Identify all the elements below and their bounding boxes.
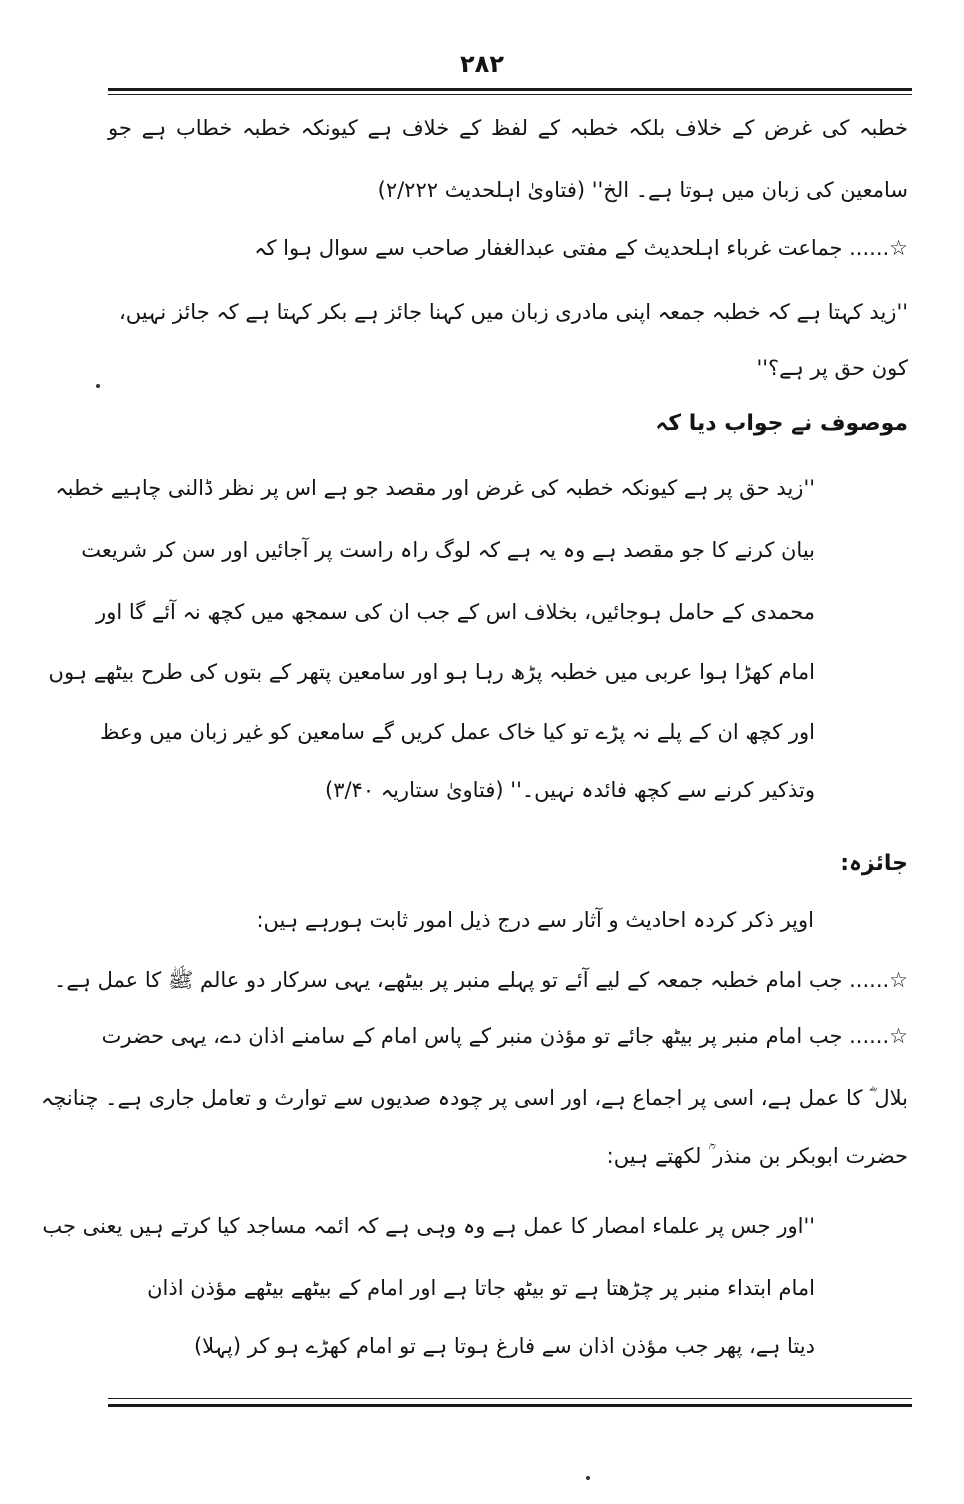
- footer-rule-thick: [108, 1404, 912, 1407]
- quote-line-11: اور کچھ ان کے پلے نہ پڑے تو کیا خاک عمل کریں گے سامعین کو غیر زبان میں وعظ: [100, 720, 815, 744]
- scan-speck: [586, 1476, 590, 1480]
- quote-line-5: کون حق پر ہے؟'': [756, 356, 908, 380]
- quote-line-12: وتذکیر کرنے سے کچھ فائدہ نہیں۔'' (فتاویٰ ستاریہ ۳/۴۰): [324, 778, 815, 802]
- quote-line-20: امام ابتداء منبر پر چڑھتا ہے تو بیٹھ جاتا ہے اور امام کے بیٹھے بیٹھے مؤذن اذان: [147, 1276, 815, 1300]
- text-line-14: اوپر ذکر کردہ احادیث و آثار سے درج ذیل امور ثابت ہورہے ہیں:: [256, 908, 814, 932]
- quote-line-9: محمدی کے حامل ہوجائیں، بخلاف اس کے جب ان کی سمجھ میں کچھ نہ آئے گا اور: [96, 600, 815, 624]
- text-line-3: ☆...... جماعت غرباء اہلحدیث کے مفتی عبدالغفار صاحب سے سوال ہوا کہ: [254, 236, 908, 260]
- section-heading-jaiza: جائزہ:: [840, 851, 908, 876]
- text-line-18: حضرت ابوبکر بن منذر ؒ لکھتے ہیں:: [606, 1144, 908, 1168]
- quote-line-19: ''اور جس پر علماء امصار کا عمل ہے وہ وہی ہے کہ ائمہ مساجد کیا کرتے ہیں یعنی جب: [42, 1214, 815, 1238]
- quote-line-10: امام کھڑا ہوا عربی میں خطبہ پڑھ رہا ہو اور سامعین پتھر کے بتوں کی طرح بیٹھے ہوں: [48, 660, 815, 684]
- text-line-17: بلال ؓ کا عمل ہے، اسی پر اجماع ہے، اور اسی پر چودہ صدیوں سے توارث و تعامل جاری ہے۔ چنانچہ: [41, 1086, 908, 1110]
- text-line-1: خطبہ کی غرض کے خلاف بلکہ خطبہ کے لفظ کے خلاف ہے کیونکہ خطبہ خطاب ہے جو: [108, 116, 908, 140]
- quote-line-4: ''زید کہتا ہے کہ خطبہ جمعہ اپنی مادری زبان میں کہنا جائز ہے بکر کہتا ہے کہ جائز نہیں،: [118, 300, 908, 324]
- quote-line-7: ''زید حق پر ہے کیونکہ خطبہ کی غرض اور مقصد جو ہے اس پر نظر ڈالنی چاہیے خطبہ: [55, 476, 815, 500]
- bullet-line-15: ☆...... جب امام خطبہ جمعہ کے لیے آئے تو پہلے منبر پر بیٹھے، یہی سرکار دو عالم ﷺ کا عمل ہے۔: [54, 968, 908, 992]
- header-rule-thin: [108, 94, 912, 95]
- bullet-line-16: ☆...... جب امام منبر پر بیٹھ جائے تو مؤذن منبر کے پاس امام کے سامنے اذان دے، یہی حضرت: [101, 1024, 908, 1048]
- quote-line-8: بیان کرنے کا جو مقصد ہے وہ یہ ہے کہ لوگ راہ راست پر آجائیں اور سن کر شریعت: [81, 538, 815, 562]
- footer-rule-thin: [108, 1398, 912, 1399]
- quote-line-21: دیتا ہے، پھر جب مؤذن اذان سے فارغ ہوتا ہے تو امام کھڑے ہو کر (پہلا): [193, 1334, 815, 1358]
- text-line-2: سامعین کی زبان میں ہوتا ہے۔ الخ'' (فتاویٰ اہلحدیث ۲/۲۲۲): [377, 178, 908, 202]
- page-number: ۲۸۲: [460, 50, 504, 78]
- scan-speck: [96, 384, 100, 388]
- text-line-6: موصوف نے جواب دیا کہ: [655, 411, 908, 436]
- header-rule-thick: [108, 88, 912, 91]
